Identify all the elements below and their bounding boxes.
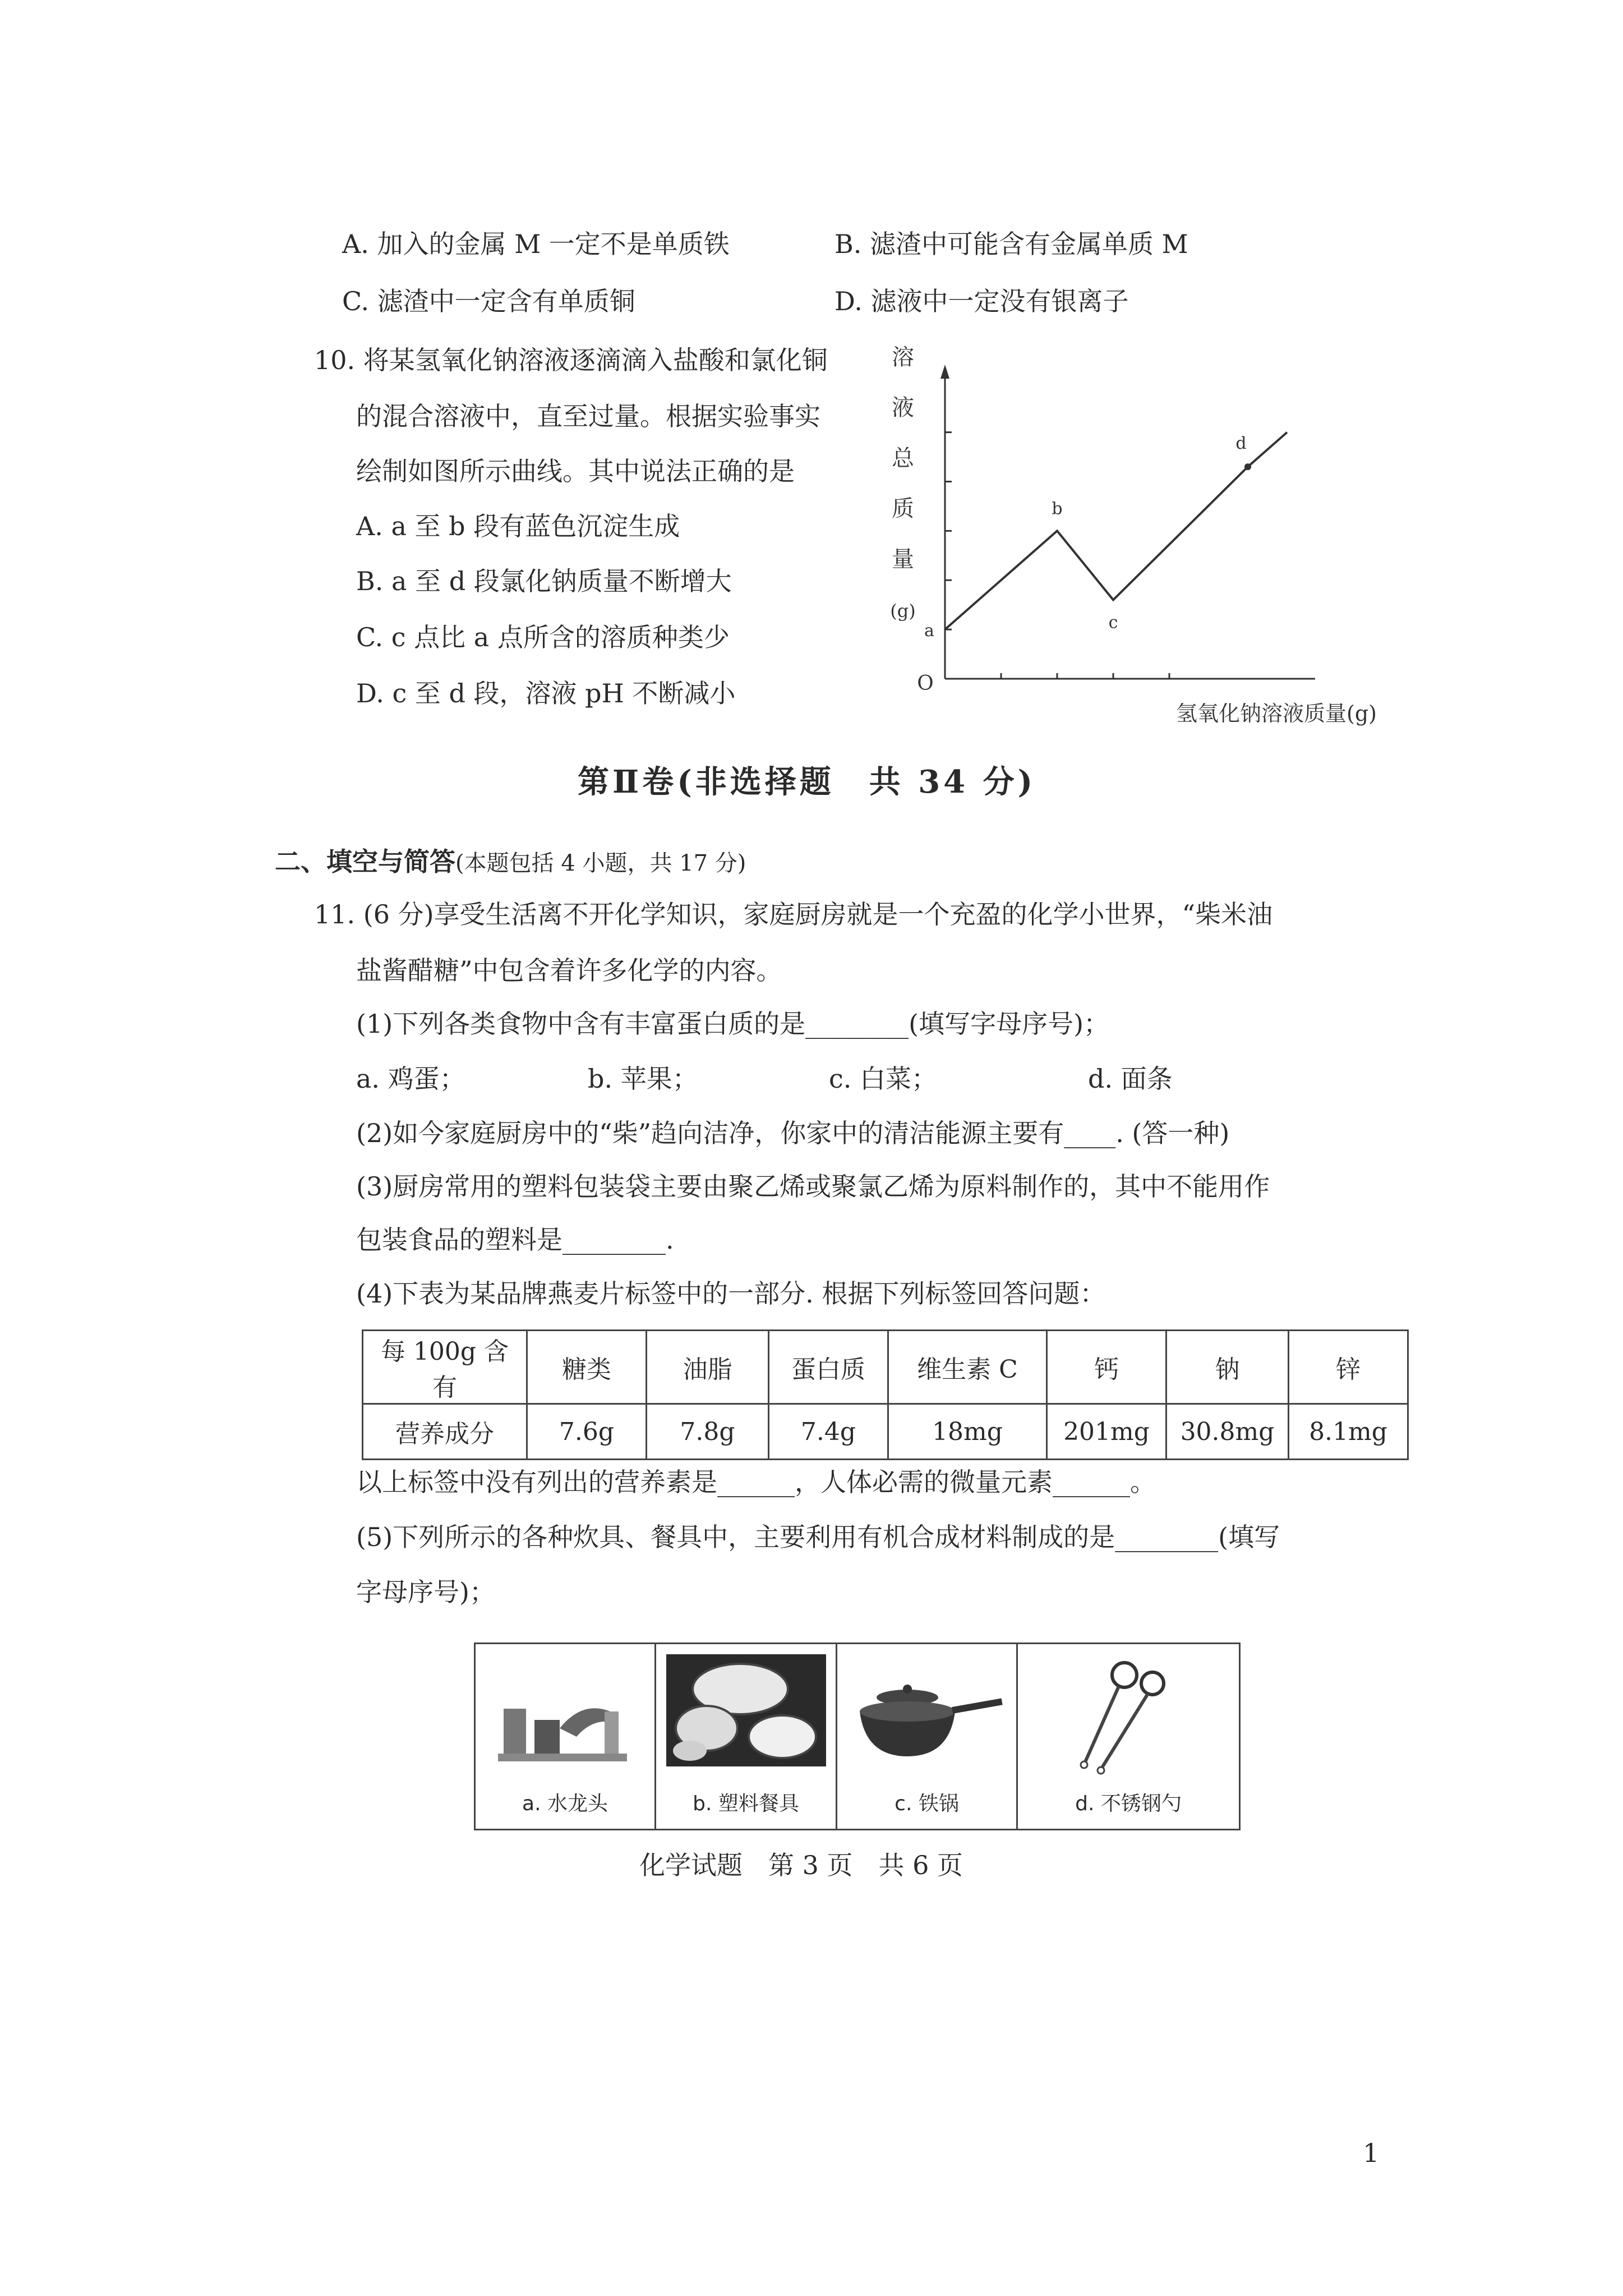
caption-wok: c. 铁锅 [895,1792,959,1815]
caption-faucet: a. 水龙头 [522,1792,608,1815]
q10-option-d: D. c 至 d 段，溶液 pH 不断减小 [356,678,736,708]
q11-line1: 11. (6 分)享受生活离不开化学知识，家庭厨房就是一个充盈的化学小世界，“柴米油 [314,899,1273,930]
table-cell: 维生素 C [888,1331,1047,1404]
table-cell: 7.6g [527,1404,647,1460]
q11-line2: 盐酱醋糖”中包含着许多化学的内容。 [356,955,782,986]
table-cell: 钙 [1047,1331,1166,1404]
table-cell: 18mg [888,1404,1047,1460]
table-cell: 30.8mg [1166,1404,1289,1460]
section2-heading [275,841,746,878]
y-label-char-5: (g) [890,600,916,622]
origin-label: O [917,672,934,695]
section2-heading-sub: (本题包括 4 小题，共 17 分) [455,850,746,876]
table-cell: 7.8g [647,1404,769,1460]
image-panel-steel-spoon [1016,1642,1241,1830]
image-panel-plastic-tableware [654,1642,837,1830]
table-cell: 营养成分 [363,1404,527,1460]
x-label: 氢氧化钠溶液质量(g) [1176,701,1377,726]
section2-heading-text: 二、填空与简答 [275,846,455,877]
q11-part1-option-b: b. 苹果； [588,1064,698,1094]
q11-part1-option-a: a. 鸡蛋； [356,1064,465,1094]
q10-option-b: B. a 至 d 段氯化钠质量不断增大 [356,566,732,596]
q11-part3-line1: (3)厨房常用的塑料包装袋主要由聚乙烯或聚氯乙烯为原料制作的，其中不能用作 [356,1171,1270,1202]
y-label-char-2: 总 [892,445,914,471]
q9-option-a: A. 加入的金属 M 一定不是单质铁 [342,229,730,259]
q10-option-c: C. c 点比 a 点所含的溶质种类少 [356,622,730,652]
caption-plastic-tableware: b. 塑料餐具 [693,1792,799,1815]
q11-part2: (2)如今家庭厨房中的“柴”趋向洁净，你家中的清洁能源主要有____. (答一种) [356,1118,1230,1148]
table-cell: 油脂 [647,1331,769,1404]
y-label-char-0: 溶 [892,344,914,370]
q11-part1-option-c: c. 白菜； [829,1064,938,1094]
y-label-char-4: 量 [892,546,914,572]
image-panel-faucet [474,1642,656,1830]
y-label-char-1: 液 [892,395,914,421]
caption-steel-spoon: d. 不锈钢勺 [1075,1792,1182,1815]
point-label-d: d [1235,434,1247,454]
q11-part4: (4)下表为某品牌燕麦片标签中的一部分. 根据下列标签回答问题： [356,1278,1106,1309]
series-line [945,432,1287,633]
q9-option-c: C. 滤渣中一定含有单质铜 [342,286,635,316]
point-label-a: a [924,621,934,641]
table-row [363,1331,1408,1404]
table-cell: 蛋白质 [769,1331,888,1404]
point-marker-d [1244,463,1251,470]
q10-stem-line1: 10. 将某氢氧化钠溶液逐滴滴入盐酸和氯化铜 [314,345,828,375]
table-row [363,1404,1408,1460]
q11-part3-line2: 包装食品的塑料是________. [356,1225,674,1255]
q11-part1: (1)下列各类食物中含有丰富蛋白质的是________(填写字母序号)； [356,1009,1110,1039]
y-label-char-3: 质 [892,496,914,522]
q11-part4-answer: 以上标签中没有列出的营养素是______，人体必需的微量元素______。 [356,1467,1156,1497]
page-number: 1 [1363,2138,1380,2168]
q10-stem-line2: 的混合溶液中，直至过量。根据实验事实 [356,401,820,431]
q9-option-d: D. 滤液中一定没有银离子 [834,286,1129,316]
table-cell: 糖类 [527,1331,647,1404]
section2-title: 第Ⅱ卷(非选择题 共 34 分) [578,763,1036,800]
point-label-c: c [1108,613,1118,633]
point-label-b: b [1052,499,1063,519]
table-cell: 锌 [1289,1331,1408,1404]
page-footer: 化学试题 第 3 页 共 6 页 [639,1850,963,1880]
nutrition-table [362,1329,1409,1460]
mass-curve-chart [875,337,1380,729]
q11-part5-line2: 字母序号)； [356,1577,495,1607]
image-panel-wok [836,1642,1018,1830]
q10-stem-line3: 绘制如图所示曲线。其中说法正确的是 [356,456,795,486]
table-cell: 7.4g [769,1404,888,1460]
table-cell: 8.1mg [1289,1404,1408,1460]
q11-part5-line1: (5)下列所示的各种炊具、餐具中，主要利用有机合成材料制成的是________(填写 [356,1522,1280,1552]
table-cell: 201mg [1047,1404,1166,1460]
q9-option-b: B. 滤渣中可能含有金属单质 M [834,229,1188,259]
table-cell: 钠 [1166,1331,1289,1404]
q11-part1-option-d: d. 面条 [1088,1064,1173,1094]
table-cell: 每 100g 含有 [363,1331,527,1404]
y-axis-arrow [940,365,949,379]
q10-option-a: A. a 至 b 段有蓝色沉淀生成 [356,511,680,541]
